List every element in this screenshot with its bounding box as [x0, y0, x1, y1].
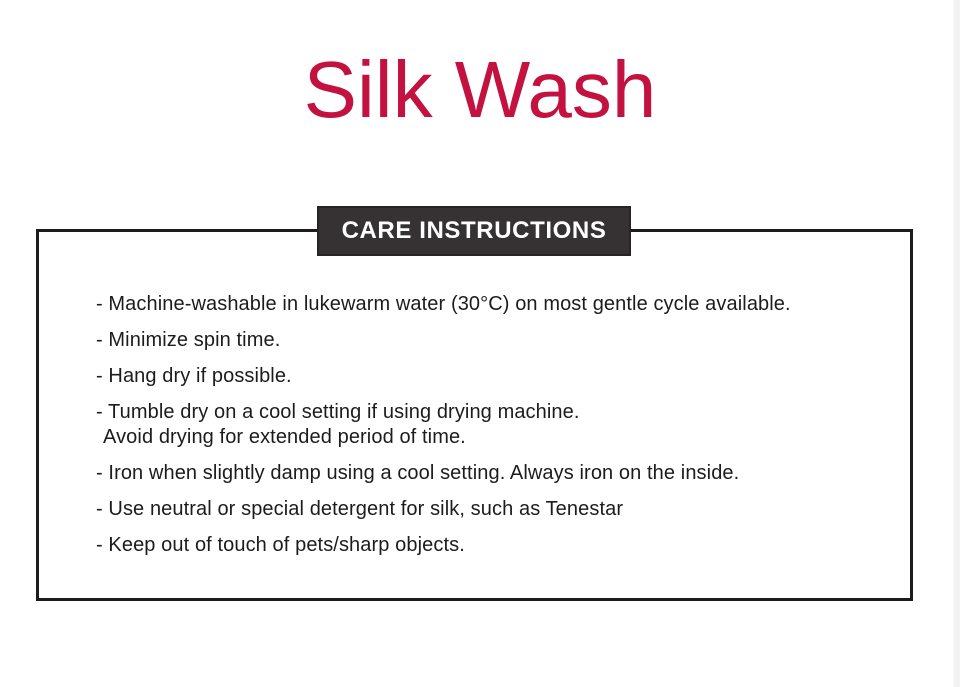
- care-instruction-item: [96, 533, 873, 558]
- care-instructions-header: [317, 206, 631, 256]
- care-instruction-item: [96, 292, 873, 317]
- instruction-text-continuation: Avoid drying for extended period of time.: [103, 426, 466, 448]
- instruction-text: - Tumble dry on a cool setting if using drying machine.: [96, 401, 580, 423]
- page-title: Silk Wash: [303, 45, 657, 134]
- care-instruction-item: [96, 328, 873, 353]
- care-instruction-item: [96, 400, 873, 450]
- care-instructions-header-label: CARE INSTRUCTIONS: [341, 217, 607, 244]
- instruction-text: - Machine-washable in lukewarm water (30°C) on most gentle cycle available.: [96, 293, 791, 315]
- care-instruction-item: [96, 364, 873, 389]
- instruction-text: - Use neutral or special detergent for silk, such as Tenestar: [96, 498, 624, 520]
- photo-edge-strip: [953, 0, 960, 687]
- instruction-text: - Hang dry if possible.: [96, 365, 292, 387]
- care-instruction-item: [96, 461, 873, 486]
- care-instructions-list: [36, 229, 913, 569]
- care-instruction-item: [96, 497, 873, 522]
- instruction-text: - Keep out of touch of pets/sharp objects.: [96, 534, 465, 556]
- instruction-text: - Iron when slightly damp using a cool setting. Always iron on the inside.: [96, 462, 740, 484]
- instruction-text: - Minimize spin time.: [96, 329, 281, 351]
